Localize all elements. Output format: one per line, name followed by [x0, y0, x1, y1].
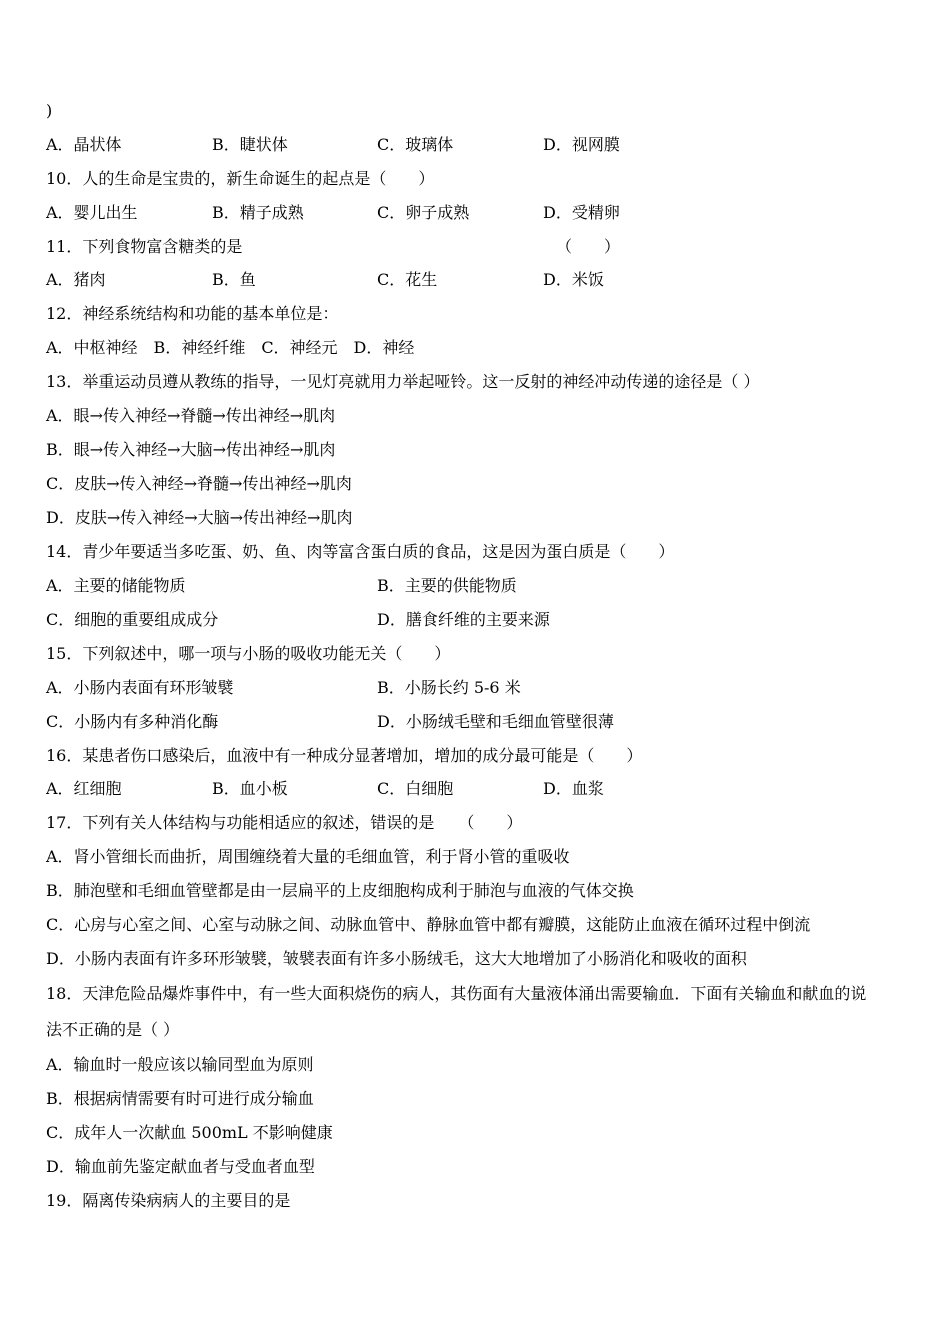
- q13-option-b: B．眼→传入神经→大脑→传出神经→肌肉: [46, 440, 336, 459]
- q9-option-c: C．玻璃体: [377, 135, 454, 154]
- q9-option-d: D．视网膜: [543, 135, 620, 154]
- q14-option-c: C．细胞的重要组成成分: [46, 610, 219, 629]
- q17-option-c: C．心房与心室之间、心室与动脉之间、动脉血管中、静脉血管中都有瓣膜，这能防止血液在循环过程中倒流: [46, 915, 811, 934]
- q13-option-a: A．眼→传入神经→脊髓→传出神经→肌肉: [46, 406, 336, 425]
- q16-option-c: C．白细胞: [377, 779, 454, 798]
- question-18-line-1: 18．天津危险品爆炸事件中，有一些大面积烧伤的病人，其伤面有大量液体涌出需要输血．下面有关输血和献血的说: [46, 984, 867, 1003]
- question-13: 13．举重运动员遵从教练的指导，一见灯亮就用力举起哑铃。这一反射的神经冲动传递的途径是（ ）: [46, 372, 760, 391]
- question-10: 10．人的生命是宝贵的，新生命诞生的起点是（ ）: [46, 169, 435, 188]
- q17-option-a: A．肾小管细长而曲折，周围缠绕着大量的毛细血管，利于肾小管的重吸收: [46, 847, 570, 866]
- question-12: 12．神经系统结构和功能的基本单位是：: [46, 304, 339, 323]
- q17-option-d: D．小肠内表面有许多环形皱襞，皱襞表面有许多小肠绒毛，这大大地增加了小肠消化和吸收的面积: [46, 949, 747, 968]
- q15-option-c: C．小肠内有多种消化酶: [46, 712, 219, 731]
- q10-option-c: C．卵子成熟: [377, 203, 470, 222]
- question-16: 16．某患者伤口感染后，血液中有一种成分显著增加，增加的成分最可能是（ ）: [46, 746, 643, 765]
- q10-option-a: A．婴儿出生: [46, 203, 138, 222]
- q15-option-a: A．小肠内表面有环形皱襞: [46, 678, 234, 697]
- q15-option-b: B．小肠长约 5-6 米: [377, 678, 521, 697]
- question-9-tail: ): [46, 101, 53, 120]
- question-11-paren: （ ）: [556, 237, 621, 256]
- q13-option-c: C．皮肤→传入神经→脊髓→传出神经→肌肉: [46, 474, 352, 493]
- question-11: 11．下列食物富含糖类的是: [46, 237, 243, 256]
- q14-option-a: A．主要的储能物质: [46, 576, 186, 595]
- question-14: 14．青少年要适当多吃蛋、奶、鱼、肉等富含蛋白质的食品，这是因为蛋白质是（ ）: [46, 542, 675, 561]
- q18-option-d: D．输血前先鉴定献血者与受血者血型: [46, 1157, 315, 1176]
- q18-option-a: A．输血时一般应该以输同型血为原则: [46, 1055, 314, 1074]
- q13-option-d: D．皮肤→传入神经→大脑→传出神经→肌肉: [46, 508, 353, 527]
- q9-option-b: B．睫状体: [212, 135, 288, 154]
- q11-option-a: A．猪肉: [46, 270, 106, 289]
- q16-option-d: D．血浆: [543, 779, 604, 798]
- q10-option-d: D．受精卵: [543, 203, 620, 222]
- question-18-line-2: 法不正确的是（ ）: [46, 1020, 180, 1039]
- q14-option-d: D．膳食纤维的主要来源: [377, 610, 550, 629]
- q12-options: A．中枢神经 B．神经纤维 C．神经元 D．神经: [46, 338, 415, 357]
- question-17: 17．下列有关人体结构与功能相适应的叙述，错误的是 （ ）: [46, 813, 523, 832]
- q9-option-a: A．晶状体: [46, 135, 122, 154]
- q16-option-a: A．红细胞: [46, 779, 122, 798]
- q17-option-b: B．肺泡壁和毛细血管壁都是由一层扁平的上皮细胞构成利于肺泡与血液的气体交换: [46, 881, 634, 900]
- question-19: 19．隔离传染病病人的主要目的是: [46, 1191, 291, 1210]
- q18-option-b: B．根据病情需要有时可进行成分输血: [46, 1089, 314, 1108]
- q14-option-b: B．主要的供能物质: [377, 576, 517, 595]
- q11-option-c: C．花生: [377, 270, 438, 289]
- q18-option-c: C．成年人一次献血 500mL 不影响健康: [46, 1123, 333, 1142]
- q10-option-b: B．精子成熟: [212, 203, 304, 222]
- question-15: 15．下列叙述中，哪一项与小肠的吸收功能无关（ ）: [46, 644, 451, 663]
- q11-option-d: D．米饭: [543, 270, 604, 289]
- q11-option-b: B．鱼: [212, 270, 256, 289]
- q16-option-b: B．血小板: [212, 779, 288, 798]
- q15-option-d: D．小肠绒毛壁和毛细血管壁很薄: [377, 712, 614, 731]
